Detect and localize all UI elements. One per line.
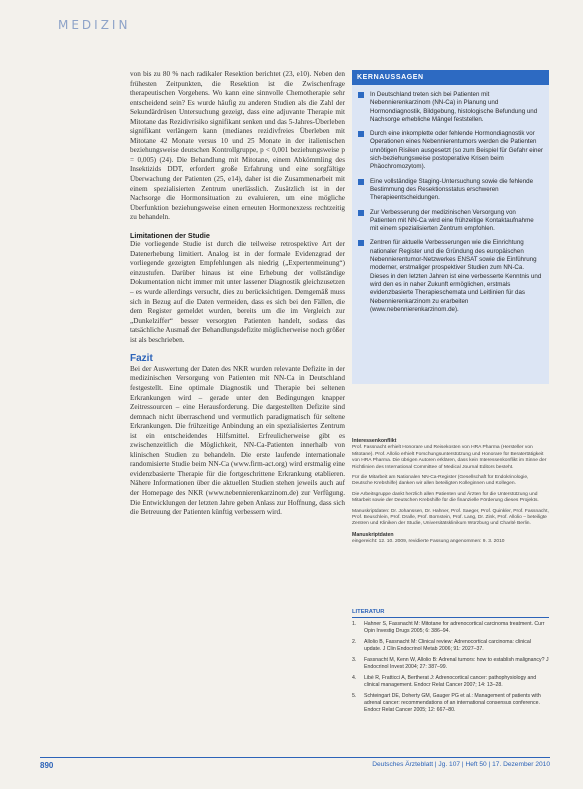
square-bullet-icon	[358, 240, 364, 246]
list-item: Zentren für aktuelle Verbesserungen wie die Einrichtung nationaler Register und die Gründung des europäischen Nebennierentumor-Netzwerkes ENSAT sowie die Einführung moderner, erstmaliger prospektiver Studien zum NN-Ca. Dieses in den letzten Jahren ist eine verbesserte Kenntnis und wird den es in naher Zukunft ermöglichen, erstmals evidenzbasierte Therapieschemata und Leitlinien für das Nebennierenkarzinom zu erarbeiten (www.nebennierenkarzinom.de).	[358, 239, 543, 314]
square-bullet-icon	[358, 92, 364, 98]
list-item: 3. Fassnacht M, Kenn W, Allolio B: Adrenal tumors: how to establish malignancy? J Endocrinol Invest 2004; 27: 387–99.	[352, 657, 549, 670]
list-item: 2. Allolio B, Fassnacht M: Clinical review: Adrenocortical carcinoma: clinical update. J Clin Endocrinol Metab 2006; 91: 2027–37.	[352, 639, 531, 652]
square-bullet-icon	[358, 210, 364, 216]
thanks-text: Die Arbeitsgruppe dankt herzlich allen Patienten und Ärzten für die Unterstützung und Mitarbeit sowie der Deutschen Krebshilfe für die finanzielle Förderung dieses Projekts.	[352, 491, 539, 504]
footer-divider	[40, 757, 550, 758]
key-messages-box	[352, 70, 549, 384]
dates-text: eingereicht: 12. 10. 2009, revidierte Fassung angenommen: 9. 3. 2010	[352, 539, 505, 545]
body-paragraph-2: Die vorliegende Studie ist durch die teilweise retrospektive Art der Datenerhebung limitiert. Analog ist in der formale Evidenzgrad der vorliegende gezeigten Empfehlungen als niedrig („Expertenmeinung“) einzustufen. Darüber hinaus ist eine Erhebung der vollständige Dokumentation nicht immer mit unter lassener Diagnostik gleichzusetzen – es wurde allerdings versucht, dies zu berücksichtigen. Demgemäß muss sich in Bezug auf die Daten vermeiden, dass es sich bei den Fällen, die dem Register gemeldet wurden, bereits um die im Vergleich zur „Dunkelziffer“ besser versorgten Patienten handelt, sodass das tatsächliche Ausmaß der Behandlungsdefizite möglicherweise noch größer ist als beschrieben.	[130, 240, 345, 344]
literature-section	[352, 609, 549, 718]
conflict-text: Prof. Fassnacht erhielt Honorare und Reisekosten von HRA Pharma (Hersteller von Mitotane). Prof. Allolio erhielt Forschungsunterstützung und Honorare für Beratertätigkeit von HRA Pharma. Die übrigen Autoren erklären, dass kein Interessenkonflikt im Sinne der Richtlinien des International Committee of Medical Journal Editors besteht.	[352, 445, 547, 470]
list-item: 1. Hahner S, Fassnacht M: Mitotane for adrenocortical carcinoma treatment. Curr Opin Investig Drugs 2005; 6: 386–94.	[352, 621, 545, 634]
collaboration-text: Für die Mitarbeit am Nationalen NN-Ca-Register (Gesellschaft für Endokrinologie, Deutsche Krebshilfe) danken wir allen beteiligten Kolleginnen und Kollegen.	[352, 475, 529, 487]
page-number: 890	[40, 761, 54, 770]
list-item: Zur Verbesserung der medizinischen Versorgung von Patienten mit NN-Ca wird eine frühzeitige Kontaktaufnahme mit einem spezialisierten Zentrum empfohlen.	[358, 209, 543, 234]
main-text-column	[130, 70, 345, 518]
literature-list	[352, 621, 549, 714]
dates-heading: Manuskriptdaten	[352, 531, 394, 538]
literature-heading: LITERATUR	[352, 609, 549, 618]
body-paragraph-1: von bis zu 80 % nach radikaler Resektion berichtet (23, e10). Neben den frühesten Zeitpunkten, die Resektion ist die Zwischenfrage therapeutischen Vorgehens. Wo kann eine sinnvolle Chemotherapie sehr entscheidend sein? Es wurde häufig zu anderen Studien als die Zahl der Sekundärdrüsen Untersuchung gezeigt, dass eine adjuvante Therapie mit Mitotane das Rezidivrisiko signifikant senken und das 5-Jahres-Überleben signifikant verlängern kann (medianes rezidivfreies Überleben mit Mitotane 42 Monate versus 10 und 25 Monate in der italienischen beziehungsweise deutschen Kontrollgruppe, p < 0,001 beziehungsweise p = 0,005) (24). Die Behandlung mit Mitotane, einem Abkömmling des Insektizids DDT, erfordert große Erfahrung und eine sorgfältige Überwachung der Patienten (25, e14), daher ist die Zusammenarbeit mit einem spezialisierten Zentrum unerlässlich. Zusätzlich ist in der Nachsorge die Hormonsituation zu evaluieren, um eine mögliche Überfunktion beziehungsweise einen erneuten Hormonexzess rechtzeitig zu behandeln.	[130, 70, 345, 222]
key-messages-list	[352, 85, 549, 314]
square-bullet-icon	[358, 131, 364, 137]
list-item: Eine vollständige Staging-Untersuchung sowie die fehlende Bestimmung des Resektionsstatus erschweren Therapieentscheidungen.	[358, 178, 543, 203]
square-bullet-icon	[358, 179, 364, 185]
list-item: 4. Libè R, Fratticci A, Bertherat J: Adrenocortical cancer: pathophysiology and clinical management. Endocr Relat Cancer 2007; 14: 13–28.	[352, 675, 537, 688]
list-item: Durch eine inkomplette oder fehlende Hormondiagnostik vor Operationen eines Nebennierentumors werden die Patienten unnötigen Risiken ausgesetzt (so zum Beispiel für Gefahr einer sich-beziehungsweise postoperative Krisen beim Phäochromozytom).	[358, 130, 543, 171]
reviewers-text: Manuskriptdaten: Dr. Johanssen, Dr. Hahner, Prof. Saeger, Prof. Quinkler, Prof. Fassnacht, Prof. Beuschlein, Prof. Dralle, Prof. Bornstein, Prof. Lang, Dr. Zink, Prof. Allolio – beteiligte Zentren und Kliniken der Studie, Universitätsklinikum Würzburg und Charité Berlin.	[352, 508, 549, 527]
body-paragraph-3: Bei der Auswertung der Daten des NKR wurden relevante Defizite in der medizinischen Versorgung von Patienten mit NN-Ca in Deutschland festgestellt. Eine optimale Diagnostik und Therapie bei seltenen Erkrankungen wird – gerade unter den Bedingungen knapper Zeitressourcen – eine Herausforderung. Die dargestellten Defizite sind demnach nicht überraschend und vermutlich paradigmatisch für seltene Erkrankungen. Die frühzeitige Anbindung an ein spezialisiertes Zentrum ist ein entscheidendes Hilfsmittel. Erfreulicherweise gibt es zwischenzeitlich die Möglichkeit, NN-Ca-Patienten innerhalb von klinischen Studien zu behandeln. Die erste laufende internationale randomisierte Studie beim NN-Ca (www.firm-act.org) wird erstmalig eine evidenzbasierte Therapie für die fortgeschrittene Erkrankung etablieren. Nähere Informationen über die aktuellen Studien stehen jeweils auch auf der Homepage des NKR (www.nebennierenkarzinom.de) zur Verfügung. Die Entwicklungen der letzten Jahre geben Anlass zur Hoffnung, dass sich die Betreuung der Patienten künftig verbessern wird.	[130, 364, 345, 517]
journal-citation: Deutsches Ärzteblatt | Jg. 107 | Heft 50 | 17. Dezember 2010	[372, 761, 550, 768]
list-item: 5. Schteingart DE, Doherty GM, Gauger PG et al.: Management of patients with adrenal cancer: recommendations of an international consensus conference. Endocr Relat Cancer 2005; 12: 667–80.	[352, 693, 541, 713]
conflict-heading: Interessenkonflikt	[352, 438, 397, 444]
limitations-heading: Limitationen der Studie	[130, 230, 210, 240]
key-messages-heading: KERNAUSSAGEN	[352, 70, 549, 85]
conclusion-heading: Fazit	[130, 353, 153, 365]
section-label: MEDIZIN	[58, 18, 131, 32]
list-item: In Deutschland treten sich bei Patienten mit Nebennierenkarzinom (NN-Ca) in Planung und Hormondiagnostik, Bildgebung, histologische Befundung und Nachsorge erhebliche Mängel feststellen.	[358, 91, 543, 124]
article-notes	[352, 438, 549, 550]
